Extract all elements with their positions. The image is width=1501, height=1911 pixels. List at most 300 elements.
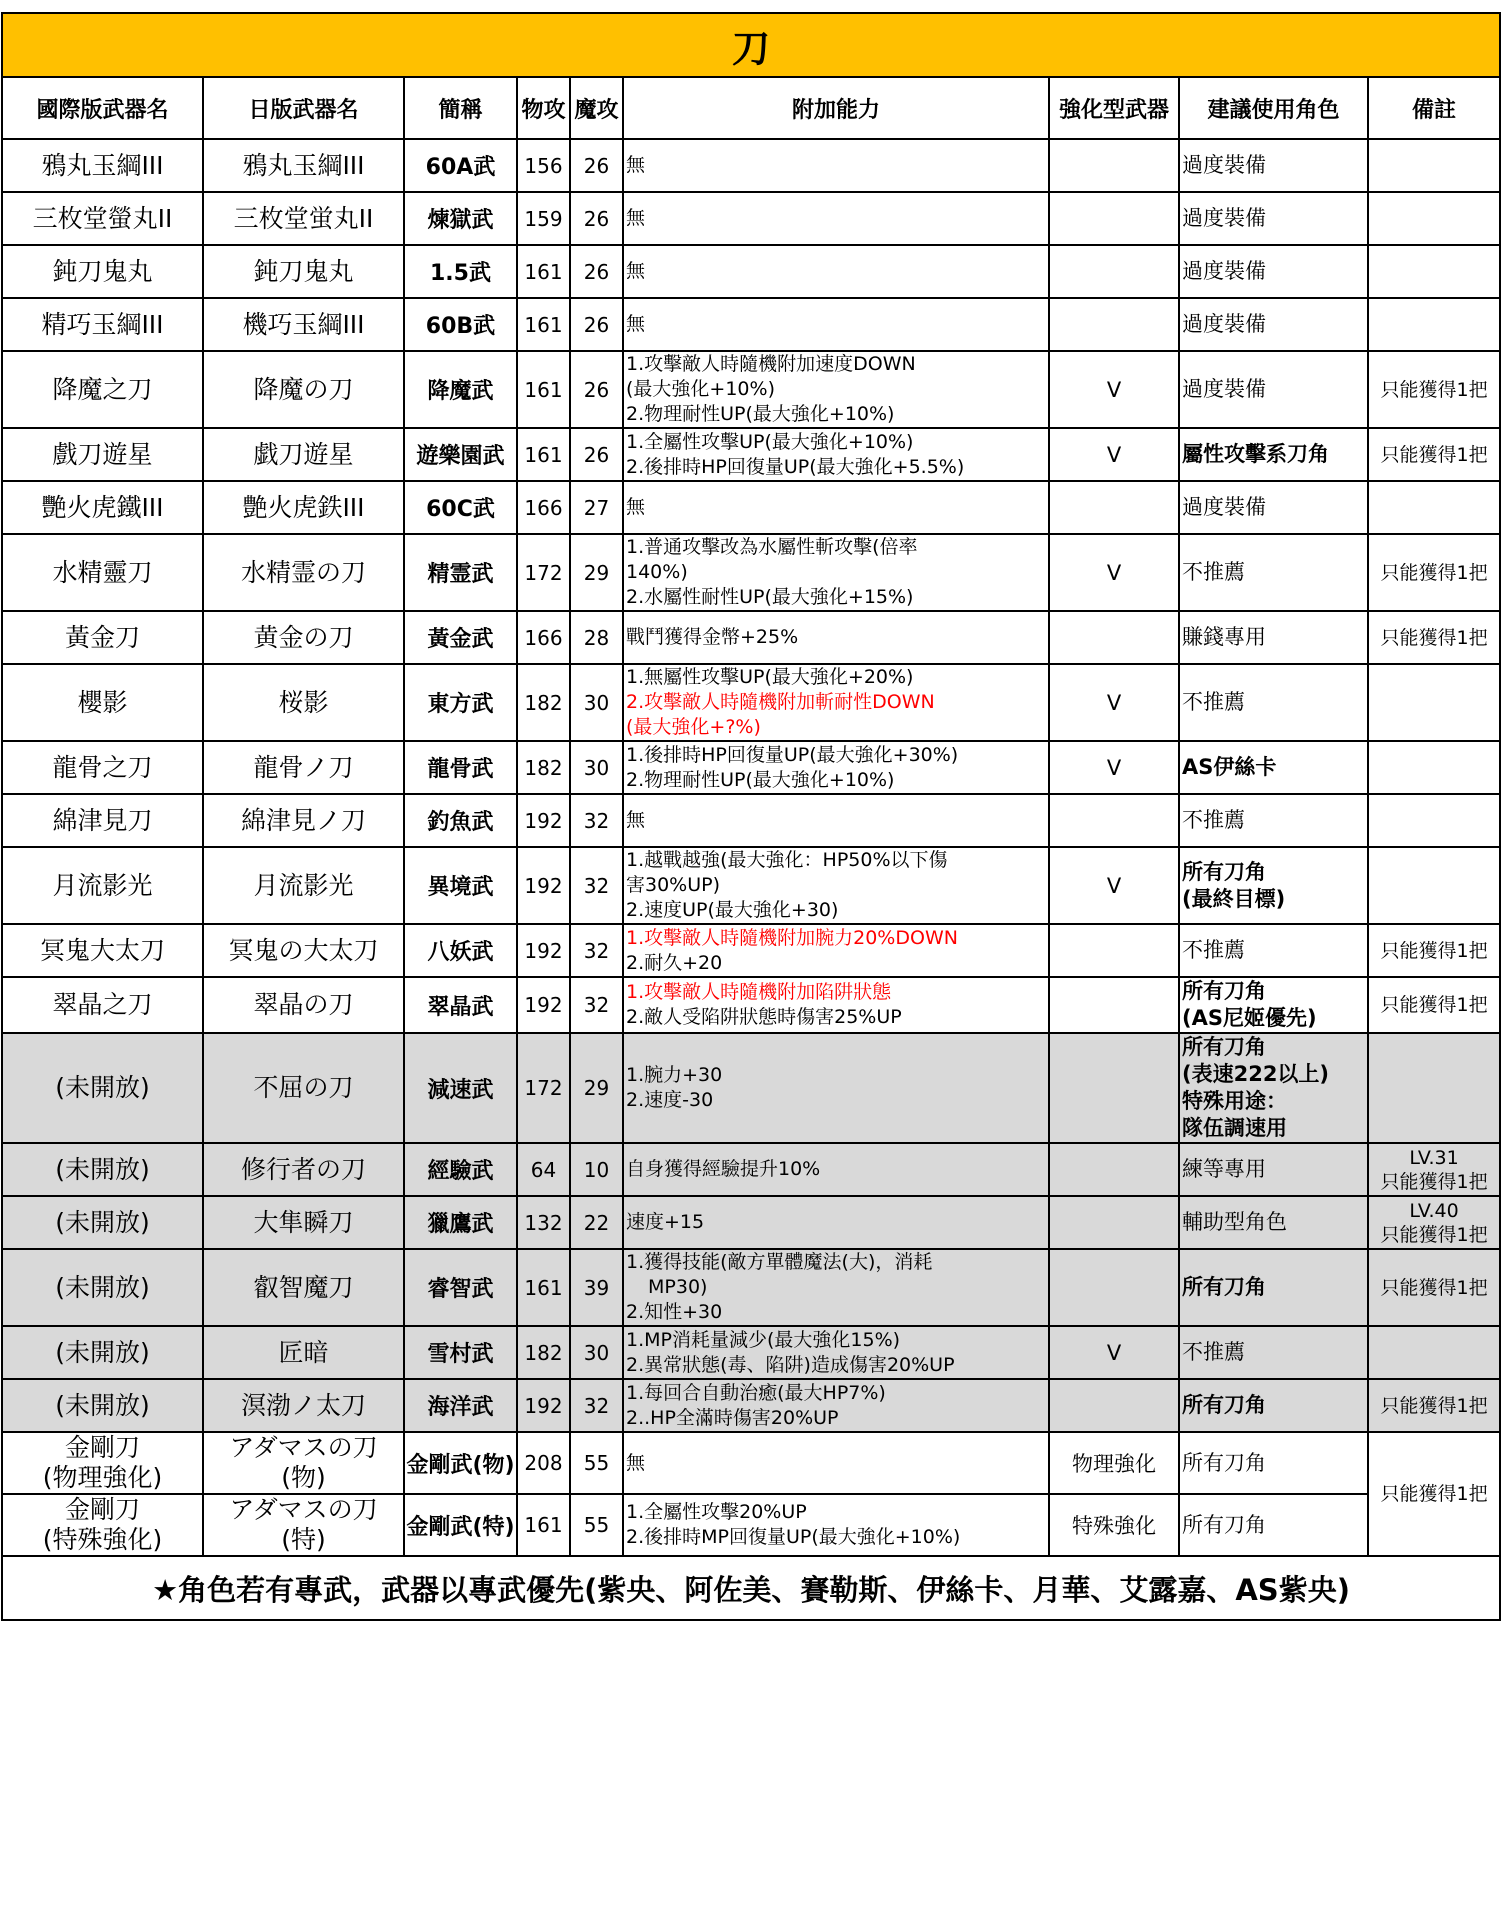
cell-role xyxy=(1179,1033,1368,1143)
cell-abbr: 60C武 xyxy=(404,481,517,534)
cell-effect xyxy=(623,1143,1049,1196)
cell-abbr: 東方武 xyxy=(404,664,517,741)
table-row xyxy=(2,428,1500,481)
role-text: 練等專用 xyxy=(1182,1157,1266,1181)
cell-atk: 166 xyxy=(517,481,570,534)
cell-effect xyxy=(623,924,1049,977)
cell-enhanced: V xyxy=(1049,664,1179,741)
effect-line: 速度+15 xyxy=(626,1211,705,1233)
cell-abbr: 60A武 xyxy=(404,139,517,192)
cell-intl-name xyxy=(2,1326,203,1379)
cell-effect xyxy=(623,428,1049,481)
cell-matk: 10 xyxy=(570,1143,623,1196)
effect-line: 無 xyxy=(626,1451,646,1474)
cell-jp-name xyxy=(203,611,404,664)
cell-intl-name xyxy=(2,245,203,298)
intl-name-text: 艷火虎鐵III xyxy=(41,492,164,522)
cell-abbr: 雪村武 xyxy=(404,1326,517,1379)
cell-effect xyxy=(623,534,1049,611)
cell-atk: 192 xyxy=(517,794,570,847)
cell-atk: 132 xyxy=(517,1196,570,1249)
cell-atk: 161 xyxy=(517,351,570,428)
role-text: AS伊絲卡 xyxy=(1182,755,1277,779)
role-text: (AS尼姬優先) xyxy=(1182,1006,1317,1030)
cell-matk: 55 xyxy=(570,1432,623,1494)
col-header-atk: 物攻 xyxy=(517,77,570,139)
table-row xyxy=(2,664,1500,741)
cell-matk: 39 xyxy=(570,1249,623,1326)
cell-effect xyxy=(623,664,1049,741)
cell-matk: 26 xyxy=(570,298,623,351)
effect-line: 1.全屬性攻擊20%UP xyxy=(626,1501,807,1523)
effect-line: 2.水屬性耐性UP(最大強化+15%) xyxy=(626,586,914,608)
effect-line: 無 xyxy=(626,313,646,335)
jp-name-text: 月流影光 xyxy=(253,870,354,900)
cell-abbr: 龍骨武 xyxy=(404,741,517,794)
cell-matk: 30 xyxy=(570,741,623,794)
cell-atk: 192 xyxy=(517,1379,570,1432)
cell-note xyxy=(1368,664,1500,741)
cell-jp-name xyxy=(203,481,404,534)
note-text: 只能獲得1把 xyxy=(1380,939,1488,962)
cell-jp-name xyxy=(203,1494,404,1556)
intl-name-text: (物理強化) xyxy=(42,1463,163,1492)
cell-intl-name xyxy=(2,192,203,245)
cell-note xyxy=(1368,192,1500,245)
cell-note xyxy=(1368,741,1500,794)
cell-atk: 192 xyxy=(517,924,570,977)
cell-abbr: 釣魚武 xyxy=(404,794,517,847)
table-row xyxy=(2,977,1500,1033)
cell-enhanced: 特殊強化 xyxy=(1049,1494,1179,1556)
cell-matk: 26 xyxy=(570,245,623,298)
table-row xyxy=(2,534,1500,611)
cell-abbr: 經驗武 xyxy=(404,1143,517,1196)
effect-line: 1.攻擊敵人時隨機附加陷阱狀態 xyxy=(626,981,892,1003)
cell-effect xyxy=(623,1432,1049,1494)
jp-name-text: 龍骨ノ刀 xyxy=(253,752,354,782)
cell-intl-name xyxy=(2,351,203,428)
effect-line: 1.獲得技能(敵方單體魔法(大)，消耗 xyxy=(626,1251,933,1273)
cell-matk: 32 xyxy=(570,847,623,924)
cell-note xyxy=(1368,1249,1500,1326)
cell-intl-name xyxy=(2,741,203,794)
cell-role xyxy=(1179,1249,1368,1326)
table-row xyxy=(2,924,1500,977)
role-text: 屬性攻擊系刀角 xyxy=(1182,442,1329,466)
effect-line: 無 xyxy=(626,154,646,176)
jp-name-text: 降魔の刀 xyxy=(253,374,354,404)
cell-intl-name xyxy=(2,977,203,1033)
cell-enhanced xyxy=(1049,794,1179,847)
cell-abbr: 精霊武 xyxy=(404,534,517,611)
cell-matk: 26 xyxy=(570,139,623,192)
footer-note: ★角色若有專武，武器以專武優先(紫央、阿佐美、賽勒斯、伊絲卡、月華、艾露嘉、AS紫央) xyxy=(2,1556,1500,1620)
effect-line: 2.物理耐性UP(最大強化+10%) xyxy=(626,768,895,791)
cell-effect xyxy=(623,481,1049,534)
cell-note xyxy=(1368,1432,1500,1556)
table-row xyxy=(2,1494,1500,1556)
cell-note xyxy=(1368,977,1500,1033)
role-text: 所有刀角 xyxy=(1182,1393,1266,1417)
col-header-note: 備註 xyxy=(1368,77,1500,139)
cell-enhanced: 物理強化 xyxy=(1049,1432,1179,1494)
table-row xyxy=(2,481,1500,534)
cell-effect xyxy=(623,977,1049,1033)
jp-name-text: (特) xyxy=(281,1525,326,1554)
cell-note xyxy=(1368,428,1500,481)
role-text: 過度裝備 xyxy=(1182,495,1266,519)
cell-atk: 161 xyxy=(517,245,570,298)
intl-name-text: (未開放) xyxy=(55,1390,150,1420)
cell-intl-name xyxy=(2,481,203,534)
table-row xyxy=(2,245,1500,298)
note-text: 只能獲得1把 xyxy=(1380,1223,1488,1246)
effect-line: (最大強化+?%) xyxy=(626,716,761,738)
cell-role xyxy=(1179,924,1368,977)
cell-abbr: 降魔武 xyxy=(404,351,517,428)
table-row xyxy=(2,192,1500,245)
cell-jp-name xyxy=(203,1379,404,1432)
effect-line: 2.知性+30 xyxy=(626,1301,723,1323)
jp-name-text: 鴉丸玉綱III xyxy=(242,150,365,180)
cell-role xyxy=(1179,1143,1368,1196)
cell-jp-name xyxy=(203,351,404,428)
cell-note xyxy=(1368,245,1500,298)
cell-role xyxy=(1179,1494,1368,1556)
cell-matk: 32 xyxy=(570,977,623,1033)
intl-name-text: 綿津見刀 xyxy=(52,805,153,835)
col-header-intl-name: 國際版武器名 xyxy=(2,77,203,139)
header-row xyxy=(2,77,1500,139)
jp-name-text: 水精霊の刀 xyxy=(240,557,366,587)
intl-name-text: 翠晶之刀 xyxy=(52,990,153,1019)
cell-matk: 29 xyxy=(570,1033,623,1143)
cell-atk: 159 xyxy=(517,192,570,245)
role-text: 不推薦 xyxy=(1182,560,1245,584)
table-row xyxy=(2,794,1500,847)
cell-intl-name xyxy=(2,794,203,847)
cell-abbr: 1.5武 xyxy=(404,245,517,298)
cell-atk: 182 xyxy=(517,741,570,794)
jp-name-text: 大隼瞬刀 xyxy=(253,1207,354,1237)
cell-jp-name xyxy=(203,298,404,351)
cell-jp-name xyxy=(203,1033,404,1143)
cell-role xyxy=(1179,351,1368,428)
cell-jp-name xyxy=(203,428,404,481)
cell-role xyxy=(1179,794,1368,847)
jp-name-text: 桜影 xyxy=(278,687,329,717)
cell-atk: 161 xyxy=(517,1494,570,1556)
cell-enhanced xyxy=(1049,1143,1179,1196)
cell-enhanced: V xyxy=(1049,847,1179,924)
cell-abbr: 海洋武 xyxy=(404,1379,517,1432)
cell-abbr: 八妖武 xyxy=(404,924,517,977)
cell-intl-name xyxy=(2,664,203,741)
cell-abbr: 黃金武 xyxy=(404,611,517,664)
role-text: 不推薦 xyxy=(1182,808,1245,832)
cell-jp-name xyxy=(203,1326,404,1379)
cell-matk: 32 xyxy=(570,794,623,847)
intl-name-text: 三枚堂螢丸II xyxy=(32,203,173,233)
intl-name-text: (特殊強化) xyxy=(42,1525,163,1554)
cell-jp-name xyxy=(203,794,404,847)
table-row xyxy=(2,351,1500,428)
cell-effect xyxy=(623,1326,1049,1379)
effect-line: 無 xyxy=(626,260,646,282)
cell-enhanced xyxy=(1049,611,1179,664)
cell-enhanced xyxy=(1049,1249,1179,1326)
cell-effect xyxy=(623,611,1049,664)
role-text: 過度裝備 xyxy=(1182,153,1266,177)
cell-role xyxy=(1179,298,1368,351)
cell-effect xyxy=(623,847,1049,924)
role-text: 所有刀角 xyxy=(1182,1275,1266,1299)
cell-enhanced xyxy=(1049,245,1179,298)
cell-abbr: 睿智武 xyxy=(404,1249,517,1326)
role-text: 不推薦 xyxy=(1182,938,1245,962)
jp-name-text: 戯刀遊星 xyxy=(253,439,354,469)
cell-intl-name xyxy=(2,1033,203,1143)
effect-line: 戰鬥獲得金幣+25% xyxy=(626,626,799,648)
jp-name-text: 溟渤ノ太刀 xyxy=(240,1390,366,1420)
cell-matk: 30 xyxy=(570,1326,623,1379)
cell-intl-name xyxy=(2,611,203,664)
table-body xyxy=(2,139,1500,1556)
cell-enhanced: V xyxy=(1049,741,1179,794)
jp-name-text: 鈍刀鬼丸 xyxy=(253,256,354,286)
cell-matk: 26 xyxy=(570,351,623,428)
effect-line: 害30%UP) xyxy=(626,874,721,896)
note-text: LV.40 xyxy=(1409,1199,1459,1222)
cell-enhanced xyxy=(1049,977,1179,1033)
cell-note xyxy=(1368,794,1500,847)
cell-matk: 22 xyxy=(570,1196,623,1249)
cell-effect xyxy=(623,298,1049,351)
table-row xyxy=(2,1196,1500,1249)
cell-role xyxy=(1179,481,1368,534)
cell-effect xyxy=(623,245,1049,298)
effect-line: (最大強化+10%) xyxy=(626,378,775,400)
cell-role xyxy=(1179,611,1368,664)
role-text: (最終目標) xyxy=(1182,886,1286,911)
cell-effect xyxy=(623,1196,1049,1249)
cell-matk: 55 xyxy=(570,1494,623,1556)
cell-enhanced xyxy=(1049,298,1179,351)
cell-effect xyxy=(623,1494,1049,1556)
cell-role xyxy=(1179,139,1368,192)
cell-matk: 29 xyxy=(570,534,623,611)
cell-note xyxy=(1368,298,1500,351)
table-row xyxy=(2,1249,1500,1326)
effect-line: 1.後排時HP回復量UP(最大強化+30%) xyxy=(626,743,959,766)
cell-role xyxy=(1179,192,1368,245)
cell-matk: 28 xyxy=(570,611,623,664)
cell-abbr: 煉獄武 xyxy=(404,192,517,245)
intl-name-text: 櫻影 xyxy=(77,687,128,717)
cell-intl-name xyxy=(2,1249,203,1326)
cell-intl-name xyxy=(2,139,203,192)
jp-name-text: 不屈の刀 xyxy=(253,1073,354,1102)
role-text: 所有刀角 xyxy=(1182,859,1266,884)
cell-role xyxy=(1179,741,1368,794)
cell-jp-name xyxy=(203,1196,404,1249)
table-row xyxy=(2,1326,1500,1379)
cell-enhanced xyxy=(1049,1196,1179,1249)
cell-atk: 208 xyxy=(517,1432,570,1494)
intl-name-text: 冥鬼大太刀 xyxy=(39,935,165,965)
cell-note xyxy=(1368,924,1500,977)
col-header-matk: 魔攻 xyxy=(570,77,623,139)
effect-line: 1.普通攻擊改為水屬性斬攻擊(倍率 xyxy=(626,536,918,558)
cell-atk: 192 xyxy=(517,847,570,924)
table-row xyxy=(2,1379,1500,1432)
note-text: 只能獲得1把 xyxy=(1380,561,1488,584)
cell-matk: 30 xyxy=(570,664,623,741)
intl-name-text: 鈍刀鬼丸 xyxy=(52,256,153,286)
cell-effect xyxy=(623,794,1049,847)
intl-name-text: (未開放) xyxy=(55,1207,150,1237)
intl-name-text: 龍骨之刀 xyxy=(52,752,153,782)
weapon-sheet xyxy=(1,12,1499,1621)
intl-name-text: 戲刀遊星 xyxy=(52,439,153,469)
jp-name-text: アダマスの刀 xyxy=(229,1433,378,1462)
col-header-effect: 附加能力 xyxy=(623,77,1049,139)
cell-note xyxy=(1368,1033,1500,1143)
cell-effect xyxy=(623,351,1049,428)
weapon-table xyxy=(1,12,1501,1621)
cell-role xyxy=(1179,664,1368,741)
cell-abbr: 翠晶武 xyxy=(404,977,517,1033)
cell-note xyxy=(1368,847,1500,924)
effect-line: 無 xyxy=(626,207,646,229)
cell-role xyxy=(1179,1196,1368,1249)
cell-atk: 172 xyxy=(517,1033,570,1143)
cell-jp-name xyxy=(203,924,404,977)
jp-name-text: 修行者の刀 xyxy=(240,1154,366,1184)
col-header-role: 建議使用角色 xyxy=(1179,77,1368,139)
cell-abbr: 60B武 xyxy=(404,298,517,351)
cell-note xyxy=(1368,1196,1500,1249)
cell-matk: 32 xyxy=(570,1379,623,1432)
effect-line: 無 xyxy=(626,496,646,518)
role-text: 過度裝備 xyxy=(1182,259,1266,283)
cell-note xyxy=(1368,1143,1500,1196)
role-text: 所有刀角 xyxy=(1182,1035,1266,1059)
cell-abbr: 異境武 xyxy=(404,847,517,924)
cell-jp-name xyxy=(203,741,404,794)
intl-name-text: (未開放) xyxy=(55,1337,150,1367)
cell-intl-name xyxy=(2,1143,203,1196)
cell-note xyxy=(1368,481,1500,534)
cell-atk: 166 xyxy=(517,611,570,664)
jp-name-text: アダマスの刀 xyxy=(229,1495,378,1524)
effect-line: 1.腕力+30 xyxy=(626,1064,723,1086)
table-row xyxy=(2,1143,1500,1196)
cell-atk: 64 xyxy=(517,1143,570,1196)
effect-line: 2.物理耐性UP(最大強化+10%) xyxy=(626,403,895,425)
table-row xyxy=(2,741,1500,794)
intl-name-text: 金剛刀 xyxy=(64,1495,140,1524)
cell-enhanced: V xyxy=(1049,1326,1179,1379)
note-text: 只能獲得1把 xyxy=(1380,378,1488,401)
col-header-enhanced: 強化型武器 xyxy=(1049,77,1179,139)
note-text: 只能獲得1把 xyxy=(1380,443,1488,466)
cell-note xyxy=(1368,1326,1500,1379)
intl-name-text: (未開放) xyxy=(55,1154,150,1184)
cell-effect xyxy=(623,1379,1049,1432)
cell-jp-name xyxy=(203,1143,404,1196)
effect-line: 1.全屬性攻擊UP(最大強化+10%) xyxy=(626,430,914,453)
cell-atk: 192 xyxy=(517,977,570,1033)
cell-atk: 172 xyxy=(517,534,570,611)
cell-note xyxy=(1368,139,1500,192)
cell-abbr: 獵鷹武 xyxy=(404,1196,517,1249)
role-text: 所有刀角 xyxy=(1182,979,1266,1003)
cell-matk: 32 xyxy=(570,924,623,977)
intl-name-text: 金剛刀 xyxy=(64,1433,140,1462)
cell-jp-name xyxy=(203,977,404,1033)
jp-name-text: 綿津見ノ刀 xyxy=(240,805,366,835)
cell-enhanced xyxy=(1049,481,1179,534)
cell-intl-name xyxy=(2,1196,203,1249)
table-row xyxy=(2,847,1500,924)
intl-name-text: 月流影光 xyxy=(52,870,153,900)
cell-role xyxy=(1179,1326,1368,1379)
effect-line: MP30) xyxy=(648,1276,708,1298)
cell-role xyxy=(1179,977,1368,1033)
cell-abbr: 減速武 xyxy=(404,1033,517,1143)
cell-jp-name xyxy=(203,139,404,192)
table-row xyxy=(2,611,1500,664)
jp-name-text: (物) xyxy=(281,1463,326,1492)
effect-line: 1.越戰越強(最大強化：HP50%以下傷 xyxy=(626,849,948,871)
cell-enhanced xyxy=(1049,139,1179,192)
note-text: 只能獲得1把 xyxy=(1380,1394,1488,1417)
cell-abbr: 金剛武(特) xyxy=(404,1494,517,1556)
effect-line: 2.異常狀態(毒、陷阱)造成傷害20%UP xyxy=(626,1353,955,1376)
cell-atk: 161 xyxy=(517,298,570,351)
jp-name-text: 艶火虎鉄III xyxy=(242,492,365,522)
effect-line: 無 xyxy=(626,809,646,831)
jp-name-text: 翠晶の刀 xyxy=(253,990,354,1019)
cell-matk: 26 xyxy=(570,192,623,245)
cell-effect xyxy=(623,192,1049,245)
cell-role xyxy=(1179,534,1368,611)
effect-line: 2.後排時HP回復量UP(最大強化+5.5%) xyxy=(626,455,965,478)
effect-line: 2.後排時MP回復量UP(最大強化+10%) xyxy=(626,1526,961,1548)
table-row xyxy=(2,1033,1500,1143)
cell-role xyxy=(1179,428,1368,481)
jp-name-text: 匠暗 xyxy=(278,1337,329,1367)
jp-name-text: 黄金の刀 xyxy=(253,622,354,652)
effect-line: 2.耐久+20 xyxy=(626,951,723,974)
effect-line: 1.攻擊敵人時隨機附加速度DOWN xyxy=(626,353,916,375)
cell-abbr: 遊樂園武 xyxy=(404,428,517,481)
role-text: 不推薦 xyxy=(1182,690,1245,714)
cell-intl-name xyxy=(2,1432,203,1494)
cell-jp-name xyxy=(203,1432,404,1494)
jp-name-text: 機巧玉綱III xyxy=(242,309,365,339)
note-text: 只能獲得1把 xyxy=(1380,1483,1488,1505)
cell-enhanced: V xyxy=(1049,351,1179,428)
cell-atk: 161 xyxy=(517,428,570,481)
cell-atk: 161 xyxy=(517,1249,570,1326)
intl-name-text: 降魔之刀 xyxy=(52,374,153,404)
col-header-abbr: 簡稱 xyxy=(404,77,517,139)
role-text: 輔助型角色 xyxy=(1182,1210,1287,1234)
role-text: 所有刀角 xyxy=(1182,1512,1266,1537)
